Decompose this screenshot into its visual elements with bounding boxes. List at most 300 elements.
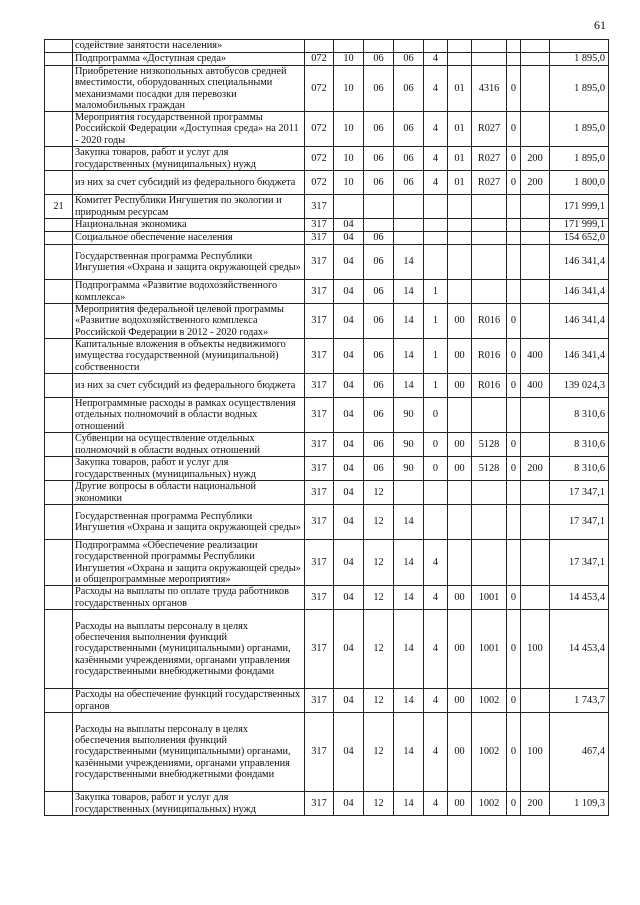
cell-direction-suffix: 0: [507, 339, 521, 374]
cell-activity-code: [448, 280, 472, 304]
cell-direction-code: [472, 53, 507, 66]
cell-subprogram-code: 4: [424, 689, 448, 713]
cell-grbs-code: 317: [305, 232, 334, 245]
cell-direction-suffix: 0: [507, 713, 521, 792]
cell-amount: 17 347,1: [550, 540, 609, 586]
cell-amount: 17 347,1: [550, 481, 609, 505]
cell-subprogram-code: [424, 505, 448, 540]
cell-row-number: [45, 505, 73, 540]
table-row: [45, 339, 609, 374]
cell-program-code: 14: [394, 304, 424, 339]
cell-subprogram-code: [424, 40, 448, 53]
cell-row-number: [45, 171, 73, 195]
cell-amount: 1 895,0: [550, 53, 609, 66]
cell-row-number: [45, 53, 73, 66]
cell-grbs-code: 317: [305, 304, 334, 339]
table-row: [45, 280, 609, 304]
table-row: [45, 610, 609, 689]
cell-item-name: Расходы на выплаты по оплате труда работников государственных органов: [73, 586, 305, 610]
cell-direction-suffix: 0: [507, 586, 521, 610]
cell-direction-code: 1001: [472, 586, 507, 610]
cell-activity-code: 01: [448, 147, 472, 171]
cell-row-number: 21: [45, 195, 73, 219]
cell-row-number: [45, 219, 73, 232]
cell-activity-code: 01: [448, 171, 472, 195]
table-row: [45, 171, 609, 195]
cell-program-code: [394, 232, 424, 245]
cell-activity-code: [448, 398, 472, 433]
cell-amount: 154 652,0: [550, 232, 609, 245]
cell-program-code: 06: [394, 147, 424, 171]
cell-row-number: [45, 304, 73, 339]
cell-item-name: Государственная программа Республики Ингушетия «Охрана и защита окружающей среды»: [73, 505, 305, 540]
cell-activity-code: [448, 40, 472, 53]
cell-direction-code: R027: [472, 112, 507, 147]
cell-amount: [550, 40, 609, 53]
cell-direction-suffix: [507, 53, 521, 66]
cell-activity-code: [448, 540, 472, 586]
cell-program-code: 06: [394, 171, 424, 195]
cell-row-number: [45, 245, 73, 280]
cell-amount: 467,4: [550, 713, 609, 792]
cell-subprogram-code: 4: [424, 713, 448, 792]
cell-expense-type: [521, 689, 550, 713]
cell-expense-type: 200: [521, 171, 550, 195]
cell-section: 04: [334, 481, 364, 505]
cell-expense-type: [521, 586, 550, 610]
cell-amount: 8 310,6: [550, 398, 609, 433]
cell-section: 04: [334, 610, 364, 689]
cell-subprogram-code: 1: [424, 280, 448, 304]
cell-subsection: 06: [364, 112, 394, 147]
cell-program-code: 06: [394, 53, 424, 66]
cell-direction-suffix: 0: [507, 147, 521, 171]
cell-grbs-code: 317: [305, 481, 334, 505]
table-row: [45, 540, 609, 586]
cell-activity-code: [448, 481, 472, 505]
cell-row-number: [45, 232, 73, 245]
cell-direction-code: R016: [472, 339, 507, 374]
cell-grbs-code: 317: [305, 339, 334, 374]
cell-subsection: 06: [364, 280, 394, 304]
cell-section: 04: [334, 398, 364, 433]
table-row: [45, 586, 609, 610]
cell-grbs-code: 317: [305, 540, 334, 586]
cell-row-number: [45, 610, 73, 689]
cell-row-number: [45, 433, 73, 457]
cell-subprogram-code: 1: [424, 374, 448, 398]
cell-direction-suffix: 0: [507, 66, 521, 112]
cell-expense-type: [521, 40, 550, 53]
cell-program-code: 14: [394, 339, 424, 374]
cell-section: 04: [334, 713, 364, 792]
cell-direction-suffix: 0: [507, 304, 521, 339]
cell-subprogram-code: [424, 245, 448, 280]
cell-subprogram-code: 0: [424, 433, 448, 457]
table-row: [45, 792, 609, 816]
cell-section: 04: [334, 433, 364, 457]
cell-subsection: 06: [364, 171, 394, 195]
cell-activity-code: 00: [448, 339, 472, 374]
table-row: [45, 398, 609, 433]
cell-direction-code: 5128: [472, 457, 507, 481]
cell-program-code: 14: [394, 374, 424, 398]
cell-amount: 1 109,3: [550, 792, 609, 816]
cell-subprogram-code: 1: [424, 339, 448, 374]
cell-grbs-code: [305, 40, 334, 53]
cell-amount: 1 895,0: [550, 147, 609, 171]
cell-subsection: 12: [364, 689, 394, 713]
cell-program-code: 14: [394, 713, 424, 792]
table-row: [45, 374, 609, 398]
cell-subprogram-code: [424, 195, 448, 219]
cell-amount: 1 895,0: [550, 66, 609, 112]
cell-expense-type: 200: [521, 792, 550, 816]
cell-subsection: 06: [364, 433, 394, 457]
cell-direction-code: [472, 398, 507, 433]
cell-section: 04: [334, 374, 364, 398]
cell-section: [334, 40, 364, 53]
cell-item-name: из них за счет субсидий из федерального бюджета: [73, 374, 305, 398]
cell-grbs-code: 072: [305, 171, 334, 195]
cell-program-code: 14: [394, 586, 424, 610]
cell-row-number: [45, 586, 73, 610]
cell-section: 04: [334, 689, 364, 713]
cell-row-number: [45, 66, 73, 112]
table-row: [45, 433, 609, 457]
cell-item-name: Социальное обеспечение населения: [73, 232, 305, 245]
cell-row-number: [45, 792, 73, 816]
cell-section: 04: [334, 540, 364, 586]
cell-grbs-code: 317: [305, 245, 334, 280]
cell-direction-suffix: [507, 219, 521, 232]
cell-subsection: 12: [364, 792, 394, 816]
cell-expense-type: [521, 195, 550, 219]
cell-amount: 17 347,1: [550, 505, 609, 540]
cell-program-code: 14: [394, 689, 424, 713]
cell-program-code: 14: [394, 610, 424, 689]
cell-direction-suffix: 0: [507, 171, 521, 195]
cell-subprogram-code: 4: [424, 112, 448, 147]
cell-direction-code: R016: [472, 304, 507, 339]
cell-subprogram-code: 4: [424, 540, 448, 586]
cell-subsection: 12: [364, 540, 394, 586]
cell-amount: 1 800,0: [550, 171, 609, 195]
table-row: [45, 304, 609, 339]
cell-subsection: [364, 195, 394, 219]
cell-expense-type: [521, 66, 550, 112]
table-row: [45, 481, 609, 505]
cell-direction-code: [472, 232, 507, 245]
cell-subsection: 06: [364, 304, 394, 339]
cell-amount: 171 999,1: [550, 219, 609, 232]
cell-direction-code: 1002: [472, 713, 507, 792]
cell-direction-suffix: [507, 245, 521, 280]
cell-expense-type: 400: [521, 374, 550, 398]
cell-amount: 8 310,6: [550, 433, 609, 457]
cell-direction-code: 5128: [472, 433, 507, 457]
cell-activity-code: 00: [448, 374, 472, 398]
cell-item-name: Закупка товаров, работ и услуг для государственных (муниципальных) нужд: [73, 792, 305, 816]
cell-expense-type: [521, 505, 550, 540]
cell-direction-code: [472, 540, 507, 586]
table-row: [45, 232, 609, 245]
cell-activity-code: [448, 505, 472, 540]
cell-item-name: Национальная экономика: [73, 219, 305, 232]
cell-section: 04: [334, 586, 364, 610]
cell-grbs-code: 072: [305, 112, 334, 147]
cell-expense-type: [521, 232, 550, 245]
cell-amount: 14 453,4: [550, 610, 609, 689]
cell-amount: 8 310,6: [550, 457, 609, 481]
cell-direction-code: 1002: [472, 792, 507, 816]
cell-section: 10: [334, 53, 364, 66]
cell-amount: 14 453,4: [550, 586, 609, 610]
table-row: [45, 195, 609, 219]
table-row: [45, 689, 609, 713]
cell-item-name: Приобретение низкопольных автобусов средней вместимости, оборудованных специальными механизмами посадки для перевозки маломобильных граждан: [73, 66, 305, 112]
cell-row-number: [45, 147, 73, 171]
cell-activity-code: 00: [448, 457, 472, 481]
cell-subprogram-code: 4: [424, 53, 448, 66]
cell-subprogram-code: 0: [424, 457, 448, 481]
cell-expense-type: [521, 304, 550, 339]
page-number: 61: [594, 18, 606, 32]
cell-activity-code: 00: [448, 433, 472, 457]
cell-direction-suffix: [507, 540, 521, 586]
cell-direction-suffix: [507, 232, 521, 245]
cell-expense-type: [521, 112, 550, 147]
cell-program-code: 06: [394, 66, 424, 112]
cell-item-name: из них за счет субсидий из федерального бюджета: [73, 171, 305, 195]
cell-item-name: Закупка товаров, работ и услуг для государственных (муниципальных) нужд: [73, 457, 305, 481]
cell-grbs-code: 072: [305, 147, 334, 171]
cell-activity-code: [448, 195, 472, 219]
cell-expense-type: 200: [521, 147, 550, 171]
cell-subprogram-code: 0: [424, 398, 448, 433]
cell-subsection: 06: [364, 457, 394, 481]
cell-grbs-code: 317: [305, 713, 334, 792]
cell-amount: 146 341,4: [550, 280, 609, 304]
cell-amount: 139 024,3: [550, 374, 609, 398]
table-row: [45, 713, 609, 792]
cell-expense-type: [521, 280, 550, 304]
cell-item-name: Капитальные вложения в объекты недвижимого имущества государственной (муниципальной) собственности: [73, 339, 305, 374]
cell-item-name: Подпрограмма «Обеспечение реализации государственной программы Республики Ингушетия «Охрана и защита окружающей среды» и общепрограммные мероприятия»: [73, 540, 305, 586]
cell-subprogram-code: 4: [424, 610, 448, 689]
cell-program-code: 14: [394, 245, 424, 280]
cell-subsection: 06: [364, 245, 394, 280]
cell-subsection: 06: [364, 147, 394, 171]
cell-program-code: 90: [394, 433, 424, 457]
cell-subprogram-code: [424, 481, 448, 505]
cell-expense-type: [521, 433, 550, 457]
cell-subprogram-code: 4: [424, 792, 448, 816]
cell-program-code: 14: [394, 540, 424, 586]
cell-item-name: Мероприятия федеральной целевой программы «Развитие водохозяйственного комплекса Российской Федерации в 2012 - 2020 годах»: [73, 304, 305, 339]
cell-expense-type: [521, 481, 550, 505]
cell-item-name: Расходы на обеспечение функций государственных органов: [73, 689, 305, 713]
cell-direction-code: [472, 280, 507, 304]
cell-direction-code: 1001: [472, 610, 507, 689]
cell-section: 10: [334, 66, 364, 112]
cell-direction-code: [472, 219, 507, 232]
cell-direction-code: R027: [472, 171, 507, 195]
cell-section: 10: [334, 171, 364, 195]
cell-subprogram-code: [424, 232, 448, 245]
cell-row-number: [45, 540, 73, 586]
table-row: [45, 219, 609, 232]
cell-expense-type: [521, 219, 550, 232]
cell-grbs-code: 317: [305, 505, 334, 540]
cell-row-number: [45, 339, 73, 374]
cell-grbs-code: 317: [305, 689, 334, 713]
cell-section: 04: [334, 280, 364, 304]
cell-subprogram-code: 4: [424, 147, 448, 171]
cell-activity-code: 00: [448, 713, 472, 792]
cell-subsection: 06: [364, 398, 394, 433]
cell-subsection: 06: [364, 66, 394, 112]
cell-subsection: 06: [364, 232, 394, 245]
cell-direction-suffix: 0: [507, 112, 521, 147]
cell-item-name: Расходы на выплаты персоналу в целях обеспечения выполнения функций государственными (муниципальными) органами, казёнными учреждениями, органами управления государственными внебюджетными фондами: [73, 713, 305, 792]
table-row: [45, 40, 609, 53]
cell-program-code: 14: [394, 792, 424, 816]
cell-item-name: Подпрограмма «Развитие водохозяйственного комплекса»: [73, 280, 305, 304]
cell-row-number: [45, 713, 73, 792]
cell-item-name: Непрограммные расходы в рамках осуществления отдельных полномочий в области водных отношений: [73, 398, 305, 433]
cell-amount: 146 341,4: [550, 245, 609, 280]
cell-row-number: [45, 374, 73, 398]
cell-subsection: 12: [364, 713, 394, 792]
cell-row-number: [45, 40, 73, 53]
cell-direction-code: [472, 481, 507, 505]
cell-item-name: Комитет Республики Ингушетия по экологии и природным ресурсам: [73, 195, 305, 219]
cell-direction-suffix: 0: [507, 433, 521, 457]
cell-activity-code: 01: [448, 112, 472, 147]
cell-subsection: 06: [364, 339, 394, 374]
cell-activity-code: [448, 245, 472, 280]
cell-row-number: [45, 112, 73, 147]
cell-grbs-code: 072: [305, 53, 334, 66]
table-row: [45, 112, 609, 147]
cell-item-name: Мероприятия государственной программы Российской Федерации «Доступная среда» на 2011 - 2020 годы: [73, 112, 305, 147]
cell-program-code: 06: [394, 112, 424, 147]
cell-grbs-code: 317: [305, 398, 334, 433]
cell-subsection: 06: [364, 53, 394, 66]
table-row: [45, 505, 609, 540]
cell-direction-suffix: 0: [507, 689, 521, 713]
cell-direction-suffix: [507, 280, 521, 304]
cell-expense-type: 200: [521, 457, 550, 481]
cell-activity-code: [448, 232, 472, 245]
cell-section: 04: [334, 339, 364, 374]
cell-amount: 171 999,1: [550, 195, 609, 219]
cell-subsection: [364, 40, 394, 53]
cell-section: 04: [334, 505, 364, 540]
cell-subprogram-code: 1: [424, 304, 448, 339]
cell-subsection: 06: [364, 374, 394, 398]
cell-direction-code: 4316: [472, 66, 507, 112]
cell-activity-code: 01: [448, 66, 472, 112]
cell-expense-type: [521, 540, 550, 586]
cell-expense-type: [521, 245, 550, 280]
cell-activity-code: 00: [448, 304, 472, 339]
cell-direction-code: [472, 505, 507, 540]
cell-amount: 1 743,7: [550, 689, 609, 713]
table-row: [45, 457, 609, 481]
cell-expense-type: [521, 53, 550, 66]
cell-grbs-code: 317: [305, 457, 334, 481]
cell-direction-code: R016: [472, 374, 507, 398]
cell-direction-suffix: [507, 398, 521, 433]
cell-subsection: 12: [364, 481, 394, 505]
cell-direction-code: 1002: [472, 689, 507, 713]
cell-direction-suffix: [507, 481, 521, 505]
cell-direction-code: [472, 195, 507, 219]
cell-section: [334, 195, 364, 219]
cell-grbs-code: 317: [305, 586, 334, 610]
cell-activity-code: [448, 53, 472, 66]
cell-section: 04: [334, 457, 364, 481]
cell-direction-suffix: 0: [507, 792, 521, 816]
cell-program-code: [394, 40, 424, 53]
cell-section: 10: [334, 112, 364, 147]
cell-activity-code: 00: [448, 586, 472, 610]
cell-activity-code: 00: [448, 689, 472, 713]
cell-amount: 1 895,0: [550, 112, 609, 147]
cell-grbs-code: 072: [305, 66, 334, 112]
cell-row-number: [45, 398, 73, 433]
cell-row-number: [45, 457, 73, 481]
cell-grbs-code: 317: [305, 433, 334, 457]
cell-item-name: Государственная программа Республики Ингушетия «Охрана и защита окружающей среды»: [73, 245, 305, 280]
cell-item-name: Расходы на выплаты персоналу в целях обеспечения выполнения функций государственными (муниципальными) органами, казёнными учреждениями, органами управления государственными внебюджетными фондами: [73, 610, 305, 689]
cell-grbs-code: 317: [305, 610, 334, 689]
table-row: [45, 147, 609, 171]
cell-item-name: содействие занятости населения»: [73, 40, 305, 53]
cell-row-number: [45, 481, 73, 505]
cell-expense-type: [521, 398, 550, 433]
cell-amount: 146 341,4: [550, 339, 609, 374]
cell-expense-type: 100: [521, 610, 550, 689]
cell-expense-type: 100: [521, 713, 550, 792]
cell-section: 04: [334, 245, 364, 280]
cell-subprogram-code: 4: [424, 586, 448, 610]
cell-subprogram-code: 4: [424, 66, 448, 112]
cell-item-name: Закупка товаров, работ и услуг для государственных (муниципальных) нужд: [73, 147, 305, 171]
cell-subprogram-code: 4: [424, 171, 448, 195]
cell-expense-type: 400: [521, 339, 550, 374]
cell-direction-suffix: [507, 195, 521, 219]
cell-subsection: 12: [364, 505, 394, 540]
cell-item-name: Другие вопросы в области национальной экономики: [73, 481, 305, 505]
cell-grbs-code: 317: [305, 219, 334, 232]
cell-program-code: [394, 219, 424, 232]
cell-grbs-code: 317: [305, 280, 334, 304]
cell-section: 04: [334, 232, 364, 245]
cell-direction-suffix: 0: [507, 457, 521, 481]
table-row: [45, 245, 609, 280]
cell-direction-suffix: [507, 40, 521, 53]
cell-subsection: 12: [364, 586, 394, 610]
budget-table: [44, 39, 609, 816]
cell-subsection: 12: [364, 610, 394, 689]
cell-subprogram-code: [424, 219, 448, 232]
cell-activity-code: 00: [448, 610, 472, 689]
cell-section: 04: [334, 304, 364, 339]
cell-item-name: Субвенции на осуществление отдельных полномочий в области водных отношений: [73, 433, 305, 457]
